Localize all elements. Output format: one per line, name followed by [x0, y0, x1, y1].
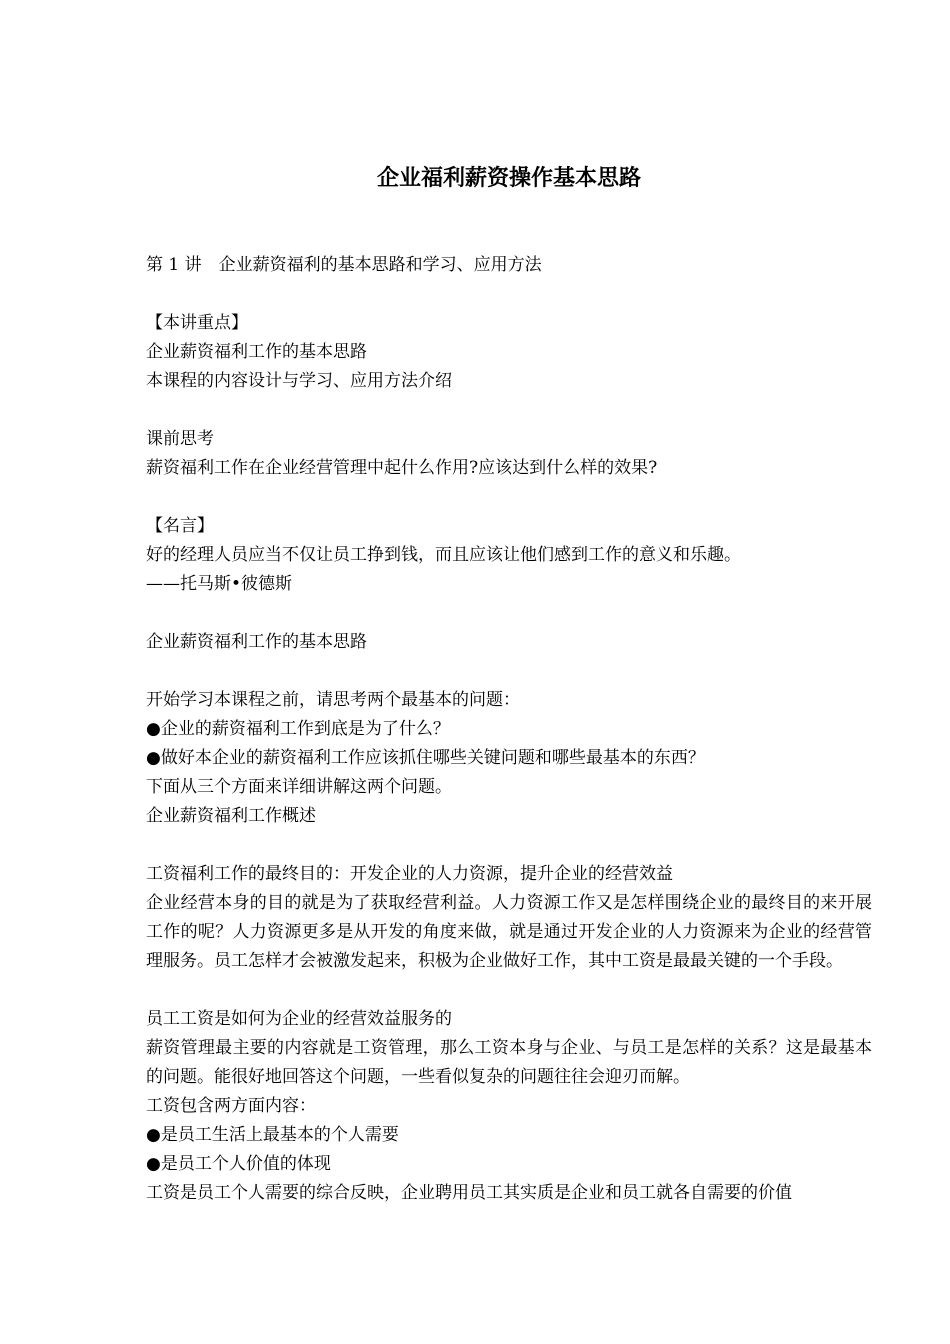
- quote-author: ——托马斯•彼德斯: [146, 574, 293, 594]
- intro-followup: 下面从三个方面来详细讲解这两个问题。: [146, 777, 452, 797]
- spacer: [146, 396, 872, 425]
- spacer: [146, 976, 872, 1005]
- wages-closing: 工资是员工个人需要的综合反映，企业聘用员工其实质是企业和员工就各自需要的价值: [146, 1183, 792, 1203]
- spacer: [146, 831, 872, 860]
- wages-lead: 工资包含两方面内容：: [146, 1096, 316, 1116]
- intro-bullet: ●做好本企业的薪资福利工作应该抓住哪些关键问题和哪些最基本的东西？: [146, 748, 705, 768]
- goal-paragraph: 企业经营本身的目的就是为了获取经营利益。人力资源工作又是怎样围绕企业的最终目的来开展工作的呢？人力资源更多是从开发的角度来做，就是通过开发企业的人力资源来为企业的经营管理服务。员工怎样才会被激发起来，积极为企业做好工作，其中工资是最最关键的一个手段。: [146, 893, 872, 971]
- wages-heading: 员工工资是如何为企业的经营效益服务的: [146, 1009, 452, 1029]
- wages-bullet: ●是员工生活上最基本的个人需要: [146, 1125, 399, 1145]
- section-heading: 企业薪资福利工作的基本思路: [146, 632, 367, 652]
- goal-heading: 工资福利工作的最终目的：开发企业的人力资源，提升企业的经营效益: [146, 864, 673, 884]
- wages-paragraph: 薪资管理最主要的内容就是工资管理，那么工资本身与企业、与员工是怎样的关系？这是最基本的问题。能很好地回答这个问题，一些看似复杂的问题往往会迎刃而解。: [146, 1038, 872, 1087]
- lecture-heading: 第 1 讲 企业薪资福利的基本思路和学习、应用方法: [146, 255, 542, 275]
- intro-bullet: ●企业的薪资福利工作到底是为了什么？: [146, 719, 450, 739]
- intro-lead: 开始学习本课程之前，请思考两个最基本的问题：: [146, 690, 520, 710]
- document-body: [146, 251, 872, 1208]
- spacer: [146, 483, 872, 512]
- spacer: [146, 280, 872, 309]
- key-points-heading: 【本讲重点】: [146, 313, 248, 333]
- quote-heading: 【名言】: [146, 516, 214, 536]
- quote-text: 好的经理人员应当不仅让员工挣到钱，而且应该让他们感到工作的意义和乐趣。: [146, 545, 741, 565]
- key-point-item: 本课程的内容设计与学习、应用方法介绍: [146, 371, 452, 391]
- spacer: [146, 599, 872, 628]
- wages-bullet: ●是员工个人价值的体现: [146, 1154, 331, 1174]
- pre-class-heading: 课前思考: [146, 429, 214, 449]
- spacer: [146, 657, 872, 686]
- key-point-item: 企业薪资福利工作的基本思路: [146, 342, 367, 362]
- pre-class-question: 薪资福利工作在企业经营管理中起什么作用?应该达到什么样的效果?: [146, 458, 658, 478]
- overview-heading: 企业薪资福利工作概述: [146, 806, 316, 826]
- document-title: 企业福利薪资操作基本思路: [376, 165, 641, 191]
